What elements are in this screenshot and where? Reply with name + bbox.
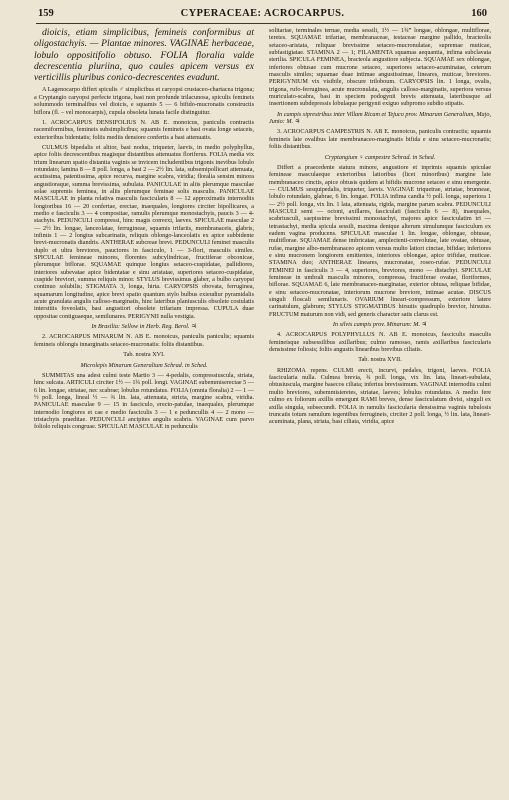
left-text-column [34, 27, 254, 431]
right-text-column [269, 27, 491, 426]
paragraph: Tab. nostra XVII. [358, 356, 402, 364]
page-number-right: 160 [471, 8, 487, 19]
paragraph: Cryptangium ♀ campestre Schrad. in Sched. [324, 153, 436, 161]
paragraph: 4. ACROCARPUS POLYPHYLLUS N. AB E. monoicus, fasciculis masculis femineisque subsessilibus axillaribus; culmo ramosso, ramis axillaribus fascicularis densissime foliosis; foliis angustis linearibus brevibus ciliatis. [269, 331, 491, 354]
paragraph: RHIZOMA repens. CULMI erecti, incurvi, pedales, trigoni, laeves. FOLIA fascicularia nulla. Culmea brevia, ¾ poll. longa, vix lin. lata, lineari-subulata, obtusiuscula, margine basecos ciliata; inferius brevissimum. VAGINAE internodiis culmi multo breviores, subemmisieretes, striatae, laeves; lobulus rotundatus. A medio fere culmo ex foliorum axillis emergunt RAMI breves, dense fasciculatum divisi, singuli ex axilla singula, subsecundi. FOLIA in ramulis fascicularia densissima vaginis tubulosis truncatis totum ramulum tegentibus ferrugineis, circiter 2 poll. longa, ½ lin. lata, lineari-acuminata, plana, striata, basi ciliata, viridia, apice [269, 366, 491, 426]
paragraph: dioicis, etiam simplicibus, femineis conformibus at oligostachyis. — Plantae minores. VAGINAE herbaceae, lobulo oppositifolio obtuso. FOLIA floralia valde decrescentia pluriina, quo caules apicem versus ex verticillis pluribus conico-decrescentes evadunt. [34, 27, 254, 84]
paragraph: SUMMITAS una adest culmi teste Martio 3 — 4-pedalis, compressiuscula, striata, hinc sulcata. ARTICULI circiter 1½ — 1¾ poll. longi. VAGINAE subemmiserectae 5 — 6 lin. longae, striatae, nec scabrae; lobulus rotundatus. FOLIA (omnia floralia) 2 — 1 — ½ poll. longa, lineal ½ — ¾ lin. lata, attenuata, stricta, margine scabra, viridia. PANICULAE masculae 9 — 15 in fasciculo, erecto-patulae, inaequales, plerumque internodio longiores et cae e medio fasciculis 3 — 1 e peduncullis 4 — 2 mono — tristachyis praeditae. PEDUNCULI ancipites angulis scabris. VAGINAE cum parvo foliolo reliquis congruae. SPICULAE MASCULAE in pedunculis [34, 371, 254, 431]
paragraph: In campis siprestribus inter Villam Ricam et Tejuco prov. Minarum Generalium, Majo, Junio: M. ♃ [269, 110, 491, 126]
page-number-left: 159 [38, 8, 54, 19]
page-header [38, 8, 487, 22]
header-rule [36, 23, 489, 24]
paragraph: 1. ACROCARPUS DENSIFOLIUS N. AB E. monoicus, paniculis contractis racemiformibus, femineis subsimplicibus; squamis femineis e basi ovata longe setaceis, exterioribus bidentatis; foliis mediis densiore confertis a basi attenuatis. [34, 118, 254, 141]
paragraph: In silvis campis prov. Minarum: M. ♃ [332, 321, 428, 329]
paragraph: In Brasilia: Sellow in Herb. Reg. Berol. ♃ [91, 323, 197, 331]
paragraph: 3. ACROCARPUS CAMPESTRIS N. AB E. monoicus, paniculis contractis; squamis femineis late ovalibus late membranaceo-marginatis bifida e sinu setaceo-mucronatis; foliis distantibus. [269, 128, 491, 151]
paragraph: CULMUS bipedalis et altior, basi nodus, triqueter, laevis, in medio polyphyllus, apice foliis decrescentibus magisque distantibus attenuatus floriferus. FOLIA media vix trium linearum spatio distantia vaginis se invicem includentibus trigonis inevibus lobulo rotundato; lamina 8 — 8 poll. longa, a basi 2 — 2½ lin. lata, subsemipollicari attenuata, acutissima, patentissima, apice recurva, margine scabra, viridia; floralia sensim minora angustioraque, summa brevissima, subulata. PANICULAE in aliis plerumque masculae solae supremis feminea, in aliis plerumque feminae solis masculis. PANICULAE MASCULAE in planta relativa masculis fascicularis 8 — 12 approximatis internodiis longioribus 16 — 20 confertae, erectae, inaequales, longiores circiter bipollicares, a medio e fasciculis 3 — 4 compositae, ramulis plerumque monostachyis, paucis 3 — 4-stachyis. PEDUNCULI compressi, hinc magis convexi, laeves. SPICULAE masculae 2 — 2½ lin. longae, lanceolatae, ferrugineae, squamis trifariis, membranaceis, glabris, infimis 1 — 2 longius subcarinatis, reliquis oblongo-lanceolatis ex apice subbidente brevi-mucronatis diandris. ANTHERAE subcreae brevi. PEDUNCULI feminei masculis duplo et ultra breviores, pauciores in fasciculo, 1 — 3-flori, masculis similes. SPICULAE femineae minores, florentes subcylindricae, fructiferae obconicae, plerumque biflorae. SQUAMAE quinque longius setaceo-cuspidatae, pallidiores, interiores subevatae apice bidentatae e sinu aristatae, superiores setaceo-cuspidatae, cuspide breviori, summa reliquis minor. STYLUS brevissimus glaber, a bulbo caryopsi continuo solubilis; STIGMATA 3, longa, hirta. CARYOPSIS obovata, ferruginea, squamarum longitudine, apice brevi spatio quantum stylo bulbus exieudiur pyramidalis acute granulata angulis calloso-marginatis, hinc lateribus planiusculis obsolete costulatis intersitiis foveolatis, basi angustiori obsolete trifariam impressa. CUPULA duae oppositae contiguaeque, semilunares. PERIGYNII nulla vestigia. [34, 143, 254, 320]
paragraph: Differt a praecedente statura minore, angustiore et inprimis squamis spiculae femineae masculaeque exterioribus latioribus (licet minoribus) margine late membranaceo cinctis, apice obtusis quidem at bifidis mucrone setaceo e sinu emergente. — CULMUS sesquipedalis, triqueter, laevis. VAGINAE triquetrae, striatae, brunneae, lobulo rotundato, glabrae, 6 lin. longae. FOLIA infima candia ½ poll. longa, superiora 1 — 2½ poll. longa, vix lin. 1 lata, attenuata, rigida, margine parum scabra. PEDUNCULI MASCULI semi — octoni, axillares, fasciculati (fasciculis 6 — 8), inaequales, scabriusculi, saepissime brevissimi monostachyi, majores apice fasciculatim tri — tetrastachyi, media spicula sessili, maxima denique alterum simulumque fasciculum ex eadem vagina producens. SPICULAE masculae 1 lin. longae, oblongae, obtusae, multiflorae. SQUAMAE dense imbricatae, amplectenti-convolutae, late ovatae, obtusae, rufae, margine albo-membranaceo apicem versus multo latiori cinctae, bifidae; inferiores e sinu mucronem longiorem emittentes, interiores oblongae, apice trifidae, muticae. STAMINA duo; ANTHERAE lineares, mucronatae, roseo-rufae. PEDUNCULI FEMINEI in fasciculis 3 — 4, superiores, breviores, mono — distachyi. SPICULAE femineae in umbrali masculis minores, compressa, fructiferae ovatae, floriformes, biflorae. SQUAMAE 6, late membranaceo-marginatae, exterior obtusa, reliquae bifidae, e sinu setaceo-mucronatae, interiorum mucrone breviore, intimae acutae. DISCUS singuli floscali semilunaris. OVARIUM lineari-compressum, exteriore latere carinatulum, glabrum; STYLUS STIGMATIBUS hirsutis quadruplo brevior, hirsutus. FRUCTUM maturum non vidi, sed generis character satis clarus est. [269, 163, 491, 318]
paragraph: Tab. nostra XVI. [123, 351, 165, 359]
paragraph: Microlepis Minarum Generalium Schrad. in Sched. [80, 361, 208, 369]
paragraph: 2. ACROCARPUS MINARUM N. AB E. monoicus, paniculis paniculis; squamis femineis oblongis innarginatis setaceo-mucronatis: foliis distantibus. [34, 333, 254, 348]
paragraph: solitariae, terminales ternae, media sessili, 1½ — 1¾‴ longae, oblongae, multiflorae, teretes. SQUAMAE trifariae, membranaceae, testaceae margine pallido, bracteolis setaceo-aristata, reliquae brevissime setaceo-mucronulatae, supremae muticae, subfastigiatae. STAMINA 2 — 1; FILAMENTA squamas aequantia, infima subclavata sterilia. SPICULA FEMINEA, bracteola angustiore subjecta. SQUAMAE sex oblongae, inferiores obtusae cum mucrone setaceo, superiores setaceo-acuminatae, ceterum masculis similes; squamae duae intimae angustissimae, lineares, muticae, breviores. PERIGYNIUM vix visibile, obscure triloboum. CARYOPSIS lin. 1 longa, ovalis, trigona, rufo-ferruginea, acute mucronulata, angulis calloso-marginatis, superiora versus muriculato-scabra, basi in speciem podogynii brevis attenuata, lateribusque ad insertionem subdepressis lobulaque perigynii exiguo subpromo subdio stipatis. [269, 27, 491, 108]
running-title: CYPERACEAE: ACROCARPUS. [180, 8, 345, 19]
paragraph: A Lagenocarpo differt spiculis ♂ simplicibus et caryopsi crustaceo-chartacea trigona; a Cryptangio caryopsi perfecte trigona, basi non profunde trilacunosa, spiculis femineis solummodo terminalibus vel dioicis, e squamis 5 — 6 bifido-mucronatis constructis biflora (fl. – vel monocarpis), cupula obsoleta lunata facile distinguitur. [34, 86, 254, 116]
